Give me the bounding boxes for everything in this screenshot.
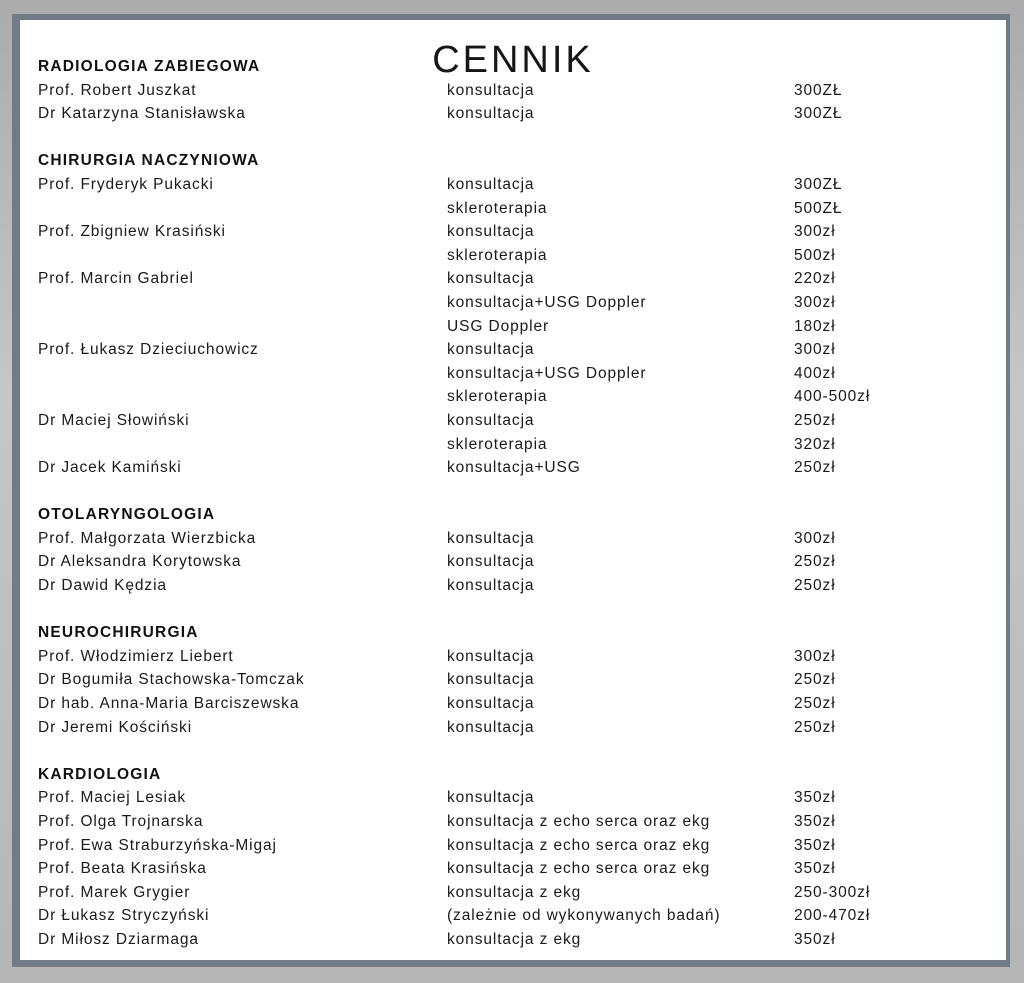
price-section bbox=[38, 763, 988, 952]
service-price: 350zł bbox=[794, 789, 836, 807]
price-row bbox=[38, 244, 988, 268]
doctor-name: Prof. Marcin Gabriel bbox=[38, 270, 194, 288]
price-row bbox=[38, 102, 988, 126]
price-row bbox=[38, 267, 988, 291]
service-price: 400-500zł bbox=[794, 388, 871, 406]
service-name: konsultacja bbox=[447, 553, 535, 571]
price-row bbox=[38, 433, 988, 457]
service-price: 250zł bbox=[794, 459, 836, 477]
service-price: 250zł bbox=[794, 553, 836, 571]
service-price: 250-300zł bbox=[794, 883, 871, 901]
doctor-name: Prof. Zbigniew Krasiński bbox=[38, 223, 226, 241]
doctor-name: Dr Łukasz Stryczyński bbox=[38, 907, 210, 925]
price-row bbox=[38, 810, 988, 834]
doctor-name: Dr hab. Anna-Maria Barciszewska bbox=[38, 695, 300, 713]
price-row bbox=[38, 79, 988, 103]
service-price: 500ZŁ bbox=[794, 199, 843, 217]
price-list-sheet bbox=[20, 20, 1006, 960]
service-name: konsultacja bbox=[447, 647, 535, 665]
price-sections bbox=[38, 55, 988, 975]
service-price: 300zł bbox=[794, 223, 836, 241]
price-row bbox=[38, 550, 988, 574]
price-row bbox=[38, 786, 988, 810]
service-name: konsultacja bbox=[447, 411, 535, 429]
service-name: konsultacja bbox=[447, 341, 535, 359]
service-price: 250zł bbox=[794, 411, 836, 429]
doctor-name: Prof. Małgorzata Wierzbicka bbox=[38, 529, 257, 547]
doctor-name: Dr Maciej Słowiński bbox=[38, 411, 190, 429]
service-name: konsultacja bbox=[447, 529, 535, 547]
section-heading: NEUROCHIRURGIA bbox=[38, 624, 199, 642]
service-price: 300ZŁ bbox=[794, 81, 843, 99]
section-heading: OTOLARYNGOLOGIA bbox=[38, 506, 216, 524]
doctor-name: Dr Miłosz Dziarmaga bbox=[38, 930, 199, 948]
doctor-name: Dr Dawid Kędzia bbox=[38, 577, 167, 595]
service-name: USG Doppler bbox=[447, 317, 550, 335]
doctor-name: Dr Bogumiła Stachowska-Tomczak bbox=[38, 671, 305, 689]
doctor-name: Prof. Maciej Lesiak bbox=[38, 789, 187, 807]
service-price: 300zł bbox=[794, 293, 836, 311]
service-name: konsultacja bbox=[447, 718, 535, 736]
service-name: konsultacja z ekg bbox=[447, 883, 582, 901]
service-price: 250zł bbox=[794, 577, 836, 595]
price-row bbox=[38, 574, 988, 598]
service-name: skleroterapia bbox=[447, 199, 548, 217]
service-price: 500zł bbox=[794, 246, 836, 264]
price-row bbox=[38, 645, 988, 669]
doctor-name: Prof. Ewa Straburzyńska-Migaj bbox=[38, 836, 277, 854]
price-row bbox=[38, 291, 988, 315]
service-name: konsultacja z echo serca oraz ekg bbox=[447, 836, 711, 854]
service-name: konsultacja z ekg bbox=[447, 930, 582, 948]
price-row bbox=[38, 315, 988, 339]
price-row bbox=[38, 692, 988, 716]
doctor-name: Dr Katarzyna Stanisławska bbox=[38, 105, 246, 123]
price-row bbox=[38, 527, 988, 551]
price-row bbox=[38, 881, 988, 905]
service-name: konsultacja bbox=[447, 223, 535, 241]
service-price: 320zł bbox=[794, 435, 836, 453]
price-row bbox=[38, 668, 988, 692]
price-row bbox=[38, 857, 988, 881]
service-price: 400zł bbox=[794, 364, 836, 382]
service-name: konsultacja z echo serca oraz ekg bbox=[447, 813, 711, 830]
service-price: 300zł bbox=[794, 529, 836, 547]
service-price: 300ZŁ bbox=[794, 105, 843, 123]
doctor-name: Prof. Fryderyk Pukacki bbox=[38, 175, 214, 193]
doctor-name: Dr Jeremi Kościński bbox=[38, 718, 193, 736]
doctor-name: Prof. Robert Juszkat bbox=[38, 81, 197, 99]
service-price: 250zł bbox=[794, 695, 836, 713]
service-price: 250zł bbox=[794, 718, 836, 736]
service-name: skleroterapia bbox=[447, 435, 548, 453]
service-name: (zależnie od wykonywanych badań) bbox=[447, 907, 721, 925]
service-name: konsultacja bbox=[447, 577, 535, 595]
price-section bbox=[38, 149, 988, 479]
price-row bbox=[38, 409, 988, 433]
price-row bbox=[38, 716, 988, 740]
service-name: konsultacja+USG Doppler bbox=[447, 364, 647, 382]
service-price: 300ZŁ bbox=[794, 175, 843, 193]
price-row bbox=[38, 220, 988, 244]
page-title: CENNIK bbox=[432, 39, 594, 81]
price-row bbox=[38, 834, 988, 858]
section-heading: CHIRURGIA NACZYNIOWA bbox=[38, 152, 260, 170]
service-price: 350zł bbox=[794, 836, 836, 854]
doctor-name: Dr Jacek Kamiński bbox=[38, 459, 182, 477]
service-price: 300zł bbox=[794, 341, 836, 359]
service-name: konsultacja bbox=[447, 105, 535, 123]
doctor-name: Prof. Włodzimierz Liebert bbox=[38, 647, 234, 665]
service-price: 200-470zł bbox=[794, 907, 871, 925]
service-price: 250zł bbox=[794, 671, 836, 689]
service-name: konsultacja bbox=[447, 175, 535, 193]
service-price: 180zł bbox=[794, 317, 836, 335]
service-price: 220zł bbox=[794, 270, 836, 288]
service-name: konsultacja bbox=[447, 695, 535, 713]
service-name: skleroterapia bbox=[447, 388, 548, 406]
service-price: 350zł bbox=[794, 813, 836, 830]
price-row bbox=[38, 928, 988, 952]
service-price: 300zł bbox=[794, 647, 836, 665]
doctor-name: Dr Aleksandra Korytowska bbox=[38, 553, 242, 571]
service-name: konsultacja bbox=[447, 671, 535, 689]
section-heading: RADIOLOGIA ZABIEGOWA bbox=[38, 58, 261, 75]
price-row bbox=[38, 197, 988, 221]
doctor-name: Prof. Beata Krasińska bbox=[38, 860, 207, 878]
price-row bbox=[38, 173, 988, 197]
service-price: 350zł bbox=[794, 930, 836, 948]
doctor-name: Prof. Marek Grygier bbox=[38, 883, 191, 901]
price-row bbox=[38, 456, 988, 480]
price-section bbox=[38, 55, 988, 126]
price-row bbox=[38, 338, 988, 362]
service-name: konsultacja bbox=[447, 81, 535, 99]
price-row bbox=[38, 362, 988, 386]
price-section bbox=[38, 503, 988, 597]
doctor-name: Prof. Olga Trojnarska bbox=[38, 813, 204, 830]
price-section bbox=[38, 621, 988, 739]
service-name: skleroterapia bbox=[447, 246, 548, 264]
doctor-name: Prof. Łukasz Dzieciuchowicz bbox=[38, 341, 259, 359]
service-price: 350zł bbox=[794, 860, 836, 878]
service-name: konsultacja+USG Doppler bbox=[447, 293, 647, 311]
service-name: konsultacja bbox=[447, 789, 535, 807]
service-name: konsultacja z echo serca oraz ekg bbox=[447, 860, 711, 878]
service-name: konsultacja bbox=[447, 270, 535, 288]
service-name: konsultacja+USG bbox=[447, 459, 581, 477]
price-row bbox=[38, 904, 988, 928]
section-heading: KARDIOLOGIA bbox=[38, 765, 162, 783]
price-row bbox=[38, 385, 988, 409]
